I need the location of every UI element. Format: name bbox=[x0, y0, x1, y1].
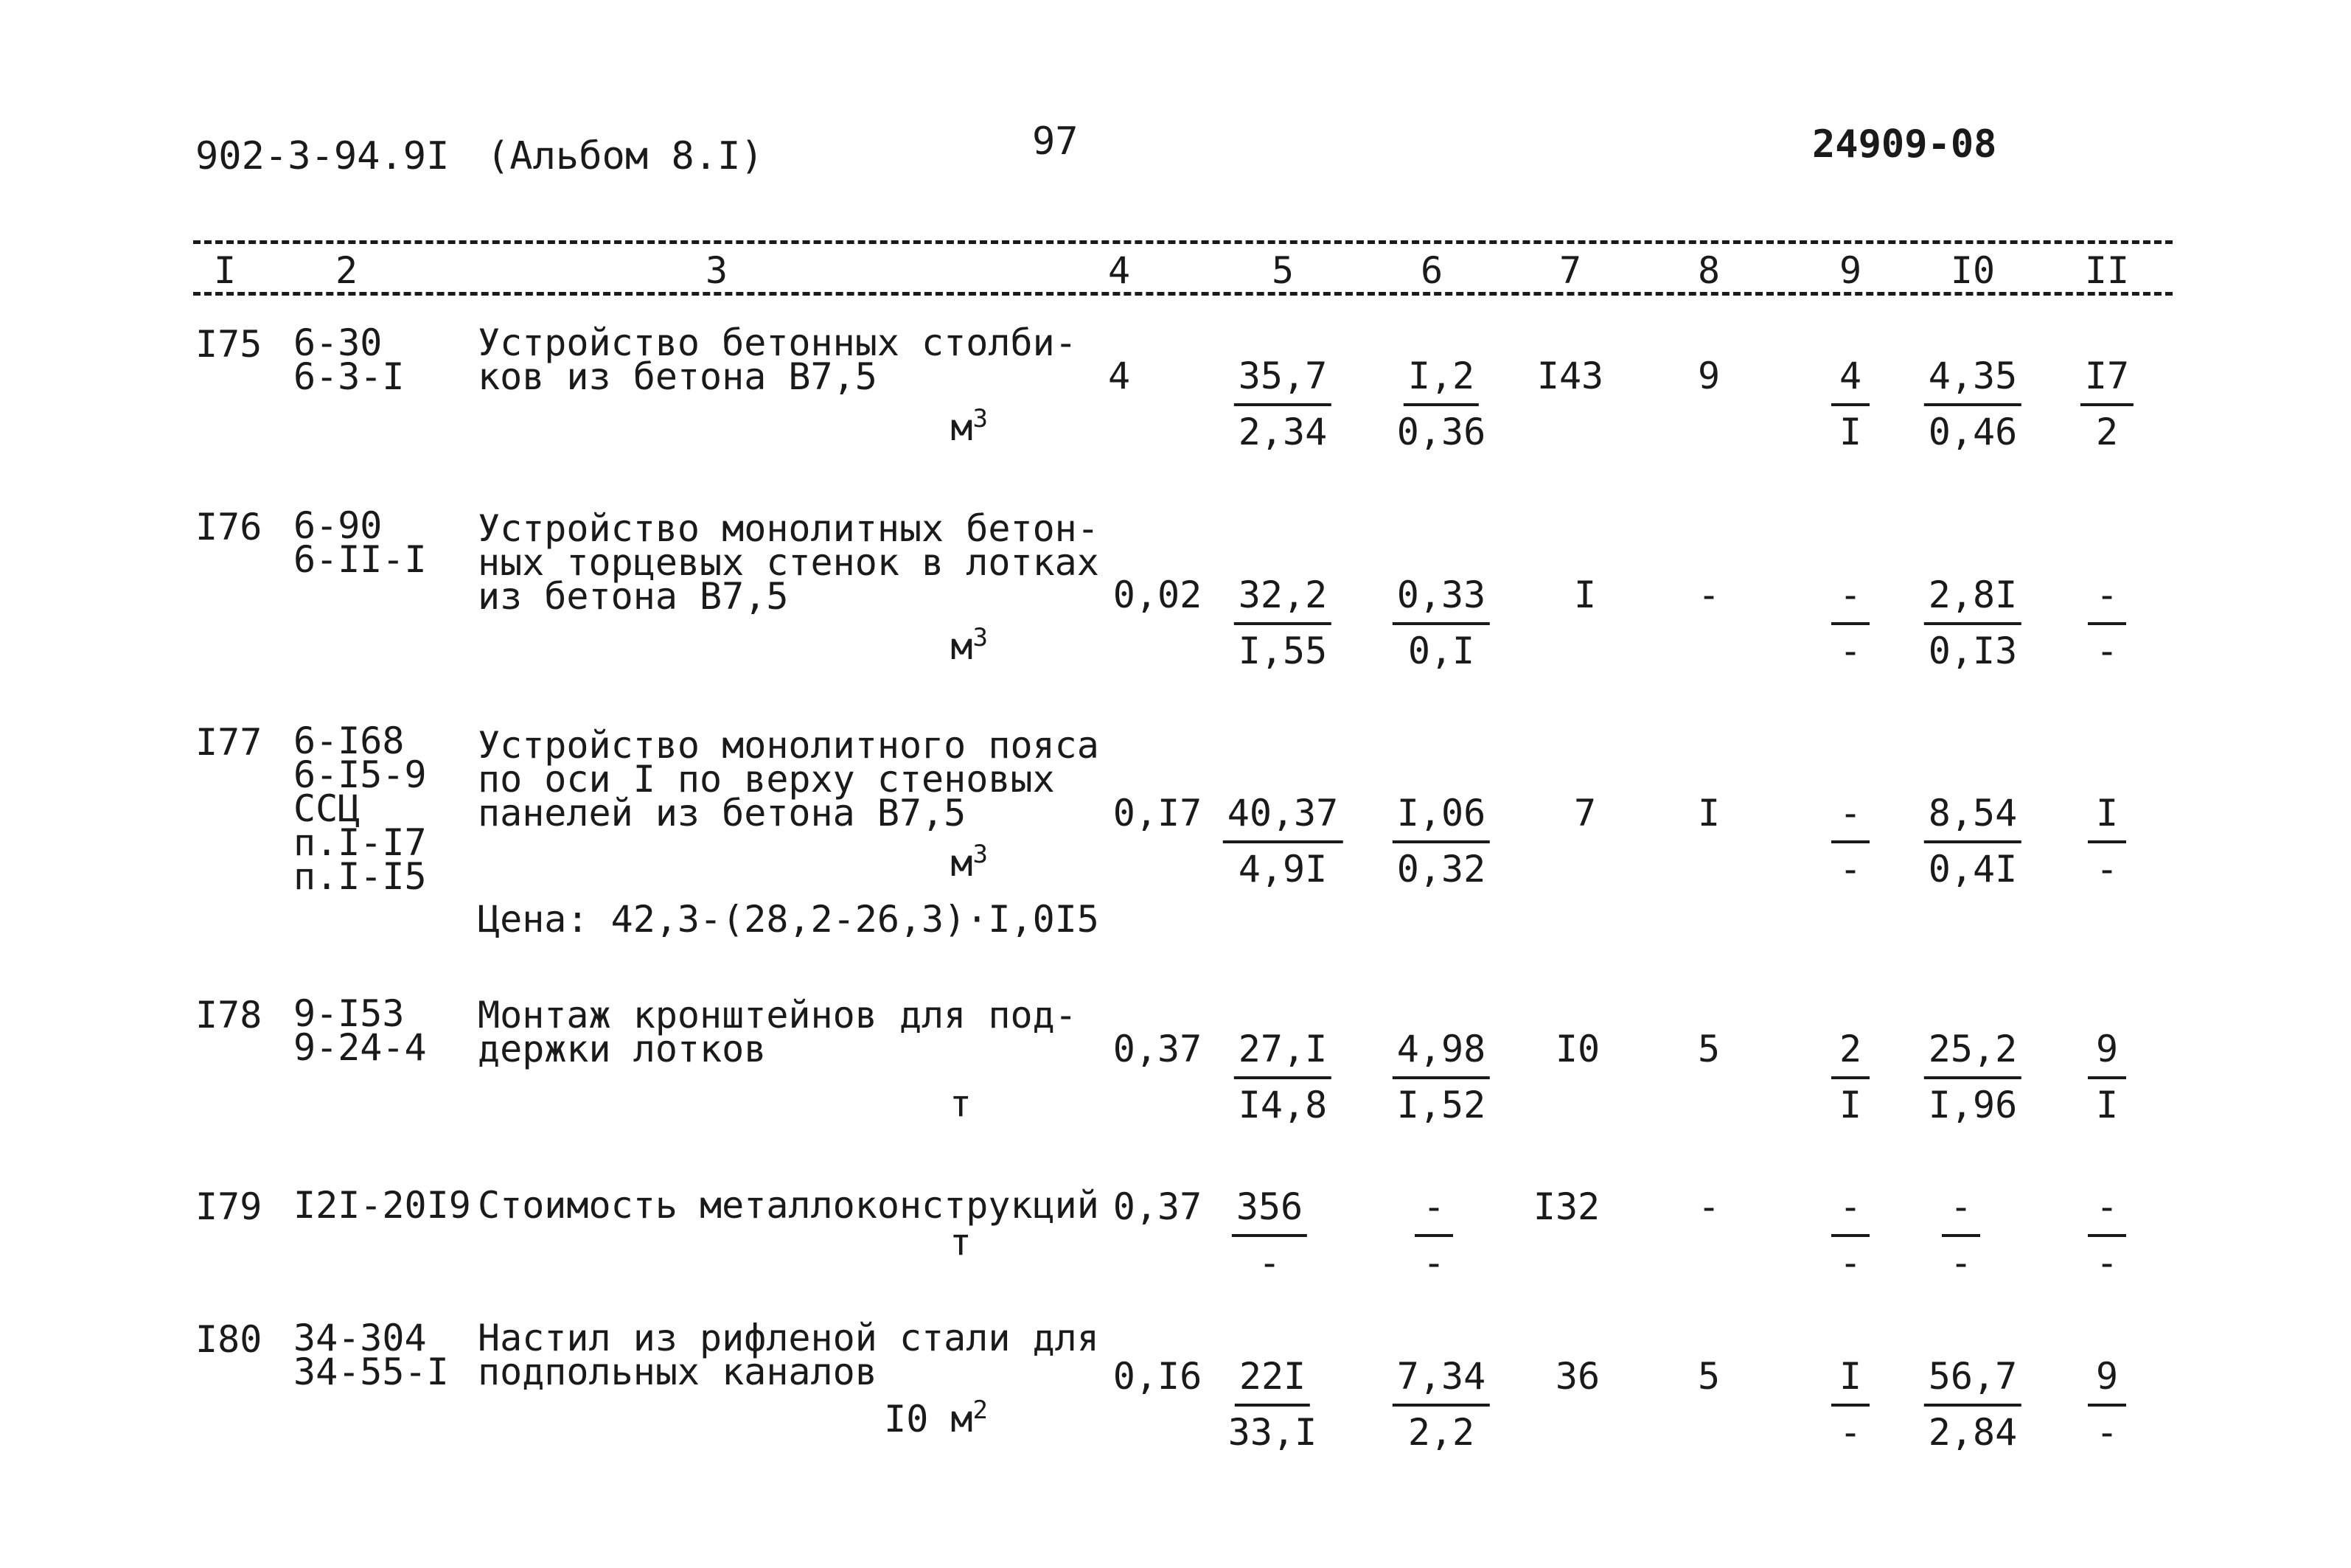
fraction-denominator: - bbox=[1258, 1241, 1281, 1284]
album-label: (Альбом 8.I) bbox=[487, 134, 764, 178]
fraction-numerator: 7,34 bbox=[1393, 1358, 1490, 1407]
sheet-code: 24909-08 bbox=[1812, 122, 1997, 167]
col5-fraction bbox=[1232, 1185, 1307, 1284]
col7-value: 36 bbox=[1555, 1355, 1601, 1398]
fraction-denominator: 0,4I bbox=[1928, 848, 2018, 891]
col6-fraction bbox=[1396, 355, 1486, 453]
description-line: Монтаж кронштейнов для под- bbox=[478, 994, 1077, 1036]
column-header-7: 7 bbox=[1558, 249, 1582, 292]
col4-value: 0,37 bbox=[1112, 1185, 1202, 1228]
fraction-numerator: 4,35 bbox=[1924, 358, 2021, 406]
row-unit bbox=[950, 840, 988, 885]
fraction-numerator: 32,2 bbox=[1234, 576, 1331, 625]
fraction-numerator: 9 bbox=[2088, 1031, 2126, 1079]
description-line: из бетона В7,5 bbox=[478, 575, 789, 618]
row-codes bbox=[293, 992, 427, 1069]
description-line: по оси I по верху стеновых bbox=[478, 758, 1055, 801]
column-header-8: 8 bbox=[1697, 249, 1721, 292]
col9-fraction bbox=[1831, 1028, 1870, 1126]
code-line: п.I-I7 bbox=[293, 821, 427, 864]
col7-value: I32 bbox=[1533, 1185, 1601, 1228]
unit-exponent: 3 bbox=[972, 840, 988, 869]
fraction-denominator: I,55 bbox=[1238, 630, 1328, 672]
description-line: Стоимость металлоконструкций bbox=[478, 1184, 1099, 1227]
row-unit bbox=[949, 1221, 972, 1264]
column-header-6: 6 bbox=[1420, 249, 1443, 292]
code-line: 6-90 bbox=[293, 504, 383, 547]
fraction-denominator: I,96 bbox=[1928, 1084, 2018, 1126]
description-line: Устройство монолитного пояса bbox=[478, 724, 1099, 767]
fraction-denominator: - bbox=[1839, 848, 1862, 891]
fraction-numerator: I bbox=[1831, 1358, 1870, 1407]
header-dashed-line-top bbox=[193, 240, 2173, 244]
unit-text: т bbox=[949, 1082, 972, 1125]
fraction-denominator: I4,8 bbox=[1238, 1084, 1328, 1126]
row-number: I79 bbox=[195, 1185, 262, 1228]
col7-value: I bbox=[1573, 574, 1597, 616]
row-description bbox=[478, 1184, 1099, 1227]
row-description bbox=[478, 724, 1099, 834]
document-code: 902-3-94.9I bbox=[195, 134, 450, 178]
fraction-numerator: 8,54 bbox=[1924, 795, 2021, 843]
page-number: 97 bbox=[1032, 119, 1079, 164]
fraction-denominator: 2,2 bbox=[1407, 1411, 1475, 1454]
fraction-numerator: 0,33 bbox=[1393, 576, 1490, 625]
unit-text: м bbox=[950, 842, 973, 885]
col9-fraction bbox=[1831, 1185, 1870, 1284]
row-codes bbox=[293, 719, 427, 898]
col4-value: 0,02 bbox=[1112, 574, 1202, 616]
unit-text: м bbox=[950, 625, 973, 668]
col4-value: 0,37 bbox=[1112, 1028, 1202, 1070]
col11-fraction bbox=[2088, 792, 2126, 891]
fraction-numerator: - bbox=[2088, 1188, 2126, 1237]
fraction-denominator: - bbox=[2095, 1411, 2119, 1454]
fraction-denominator: 2 bbox=[2095, 411, 2119, 453]
row-codes bbox=[293, 1317, 449, 1393]
fraction-denominator: 2,34 bbox=[1238, 411, 1328, 453]
fraction-denominator: I bbox=[2095, 1084, 2119, 1126]
fraction-numerator: - bbox=[1831, 576, 1870, 625]
fraction-numerator: I,06 bbox=[1393, 795, 1490, 843]
code-line: 34-304 bbox=[293, 1317, 427, 1359]
fraction-numerator: - bbox=[2088, 576, 2126, 625]
col11-fraction bbox=[2088, 1185, 2126, 1284]
row-unit bbox=[950, 404, 988, 449]
fraction-denominator: - bbox=[1422, 1241, 1446, 1284]
col10-fraction bbox=[1924, 355, 2021, 453]
row-description bbox=[478, 1317, 1099, 1393]
fraction-numerator: 2,8I bbox=[1924, 576, 2021, 625]
fraction-numerator: - bbox=[1415, 1188, 1453, 1237]
col8-value: I bbox=[1697, 792, 1721, 834]
col4-value: 0,I7 bbox=[1112, 792, 1202, 834]
fraction-denominator: - bbox=[1839, 1411, 1862, 1454]
fraction-denominator: - bbox=[2095, 848, 2119, 891]
fraction-denominator: - bbox=[1949, 1241, 1973, 1284]
unit-exponent: 2 bbox=[972, 1395, 988, 1425]
col10-fraction bbox=[1942, 1185, 1980, 1284]
column-header-10: I0 bbox=[1950, 249, 1996, 292]
fraction-denominator: 0,32 bbox=[1396, 848, 1486, 891]
col9-fraction bbox=[1831, 574, 1870, 672]
col5-fraction bbox=[1227, 1355, 1317, 1454]
fraction-denominator: I,52 bbox=[1396, 1084, 1486, 1126]
col8-value: 5 bbox=[1697, 1028, 1721, 1070]
col11-fraction bbox=[2088, 1028, 2126, 1126]
column-header-5: 5 bbox=[1271, 249, 1295, 292]
code-line: 6-3-I bbox=[293, 355, 405, 398]
row-number: I76 bbox=[195, 506, 262, 548]
fraction-numerator: 35,7 bbox=[1234, 358, 1331, 406]
column-header-9: 9 bbox=[1839, 249, 1862, 292]
row-description bbox=[478, 507, 1099, 618]
fraction-numerator: - bbox=[1831, 795, 1870, 843]
fraction-numerator: 22I bbox=[1235, 1358, 1310, 1407]
header-dashed-line-bottom bbox=[193, 292, 2173, 296]
col10-fraction bbox=[1924, 1028, 2021, 1126]
fraction-denominator: - bbox=[1839, 630, 1862, 672]
code-line: п.I-I5 bbox=[293, 855, 427, 898]
code-line: 9-24-4 bbox=[293, 1026, 427, 1069]
row-description bbox=[478, 994, 1077, 1070]
code-line: 6-I68 bbox=[293, 719, 405, 762]
fraction-denominator: I bbox=[1839, 1084, 1862, 1126]
fraction-numerator: 4 bbox=[1831, 358, 1870, 406]
fraction-numerator: 40,37 bbox=[1223, 795, 1343, 843]
col6-fraction bbox=[1393, 574, 1490, 672]
column-header-2: 2 bbox=[335, 249, 358, 292]
row-unit bbox=[884, 1395, 988, 1440]
description-line: ных торцевых стенок в лотках bbox=[478, 541, 1099, 584]
col5-fraction bbox=[1234, 1028, 1331, 1126]
col10-fraction bbox=[1924, 1355, 2021, 1454]
col6-fraction bbox=[1393, 1355, 1490, 1454]
fraction-denominator: - bbox=[2095, 630, 2119, 672]
description-line: Устройство монолитных бетон- bbox=[478, 507, 1099, 550]
col8-value: - bbox=[1697, 574, 1721, 616]
fraction-denominator: 0,46 bbox=[1928, 411, 2018, 453]
col8-value: 9 bbox=[1697, 355, 1721, 397]
row-number: I80 bbox=[195, 1318, 262, 1361]
col9-fraction bbox=[1831, 1355, 1870, 1454]
row-unit bbox=[949, 1082, 972, 1125]
description-line: панелей из бетона В7,5 bbox=[478, 792, 966, 834]
row-number: I78 bbox=[195, 994, 262, 1036]
col5-fraction bbox=[1234, 574, 1331, 672]
code-line: ССЦ bbox=[293, 787, 361, 830]
col4-value: 4 bbox=[1107, 355, 1131, 397]
row-codes bbox=[293, 321, 405, 398]
col11-fraction bbox=[2088, 1355, 2126, 1454]
col10-fraction bbox=[1924, 574, 2021, 672]
col9-fraction bbox=[1831, 355, 1870, 453]
col9-fraction bbox=[1831, 792, 1870, 891]
code-line: 6-30 bbox=[293, 321, 383, 364]
column-header-1: I bbox=[213, 249, 237, 292]
unit-text: т bbox=[949, 1221, 972, 1264]
description-line: Настил из рифленой стали для bbox=[478, 1317, 1099, 1359]
unit-text: м bbox=[950, 406, 973, 449]
fraction-denominator: 2,84 bbox=[1928, 1411, 2018, 1454]
fraction-denominator: 0,36 bbox=[1396, 411, 1486, 453]
description-line: держки лотков bbox=[478, 1028, 767, 1070]
row-unit bbox=[950, 623, 988, 668]
fraction-numerator: - bbox=[1942, 1188, 1980, 1237]
unit-exponent: 3 bbox=[972, 404, 988, 433]
col10-fraction bbox=[1924, 792, 2021, 891]
description-line: ков из бетона В7,5 bbox=[478, 355, 877, 398]
col5-fraction bbox=[1234, 355, 1331, 453]
fraction-numerator: 9 bbox=[2088, 1358, 2126, 1407]
col8-value: 5 bbox=[1697, 1355, 1721, 1398]
fraction-denominator: 0,I bbox=[1407, 630, 1475, 672]
col7-value: I0 bbox=[1555, 1028, 1601, 1070]
description-line: Устройство бетонных столби- bbox=[478, 321, 1077, 364]
code-line: 34-55-I bbox=[293, 1351, 449, 1393]
col5-fraction bbox=[1223, 792, 1343, 891]
fraction-numerator: I7 bbox=[2080, 358, 2134, 406]
fraction-numerator: I bbox=[2088, 795, 2126, 843]
col4-value: 0,I6 bbox=[1112, 1355, 1202, 1398]
row-number: I75 bbox=[195, 323, 262, 366]
column-header-4: 4 bbox=[1107, 249, 1131, 292]
fraction-numerator: 25,2 bbox=[1924, 1031, 2021, 1079]
fraction-denominator: I bbox=[1839, 411, 1862, 453]
code-line: 9-I53 bbox=[293, 992, 405, 1035]
col8-value: - bbox=[1697, 1185, 1721, 1228]
code-line: 6-II-I bbox=[293, 538, 427, 581]
fraction-denominator: - bbox=[2095, 1241, 2119, 1284]
code-line: I2I-20I9 bbox=[293, 1184, 471, 1227]
fraction-numerator: 2 bbox=[1831, 1031, 1870, 1079]
column-header-3: 3 bbox=[705, 249, 728, 292]
unit-exponent: 3 bbox=[972, 623, 988, 652]
price-note: Цена: 42,3-(28,2-26,3)·I,0I5 bbox=[478, 898, 1099, 941]
column-header-11: II bbox=[2084, 249, 2130, 292]
row-codes bbox=[293, 1184, 471, 1227]
fraction-denominator: 33,I bbox=[1227, 1411, 1317, 1454]
fraction-numerator: - bbox=[1831, 1188, 1870, 1237]
fraction-denominator: - bbox=[1839, 1241, 1862, 1284]
fraction-numerator: 356 bbox=[1232, 1188, 1307, 1237]
unit-text: I0 м bbox=[884, 1398, 973, 1440]
col11-fraction bbox=[2080, 355, 2134, 453]
row-codes bbox=[293, 504, 427, 581]
fraction-numerator: 4,98 bbox=[1393, 1031, 1490, 1079]
col7-value: 7 bbox=[1573, 792, 1597, 834]
col6-fraction bbox=[1393, 1028, 1490, 1126]
fraction-numerator: I,2 bbox=[1404, 358, 1479, 406]
code-line: 6-I5-9 bbox=[293, 753, 427, 796]
description-line: подпольных каналов bbox=[478, 1351, 877, 1393]
row-number: I77 bbox=[195, 721, 262, 764]
col7-value: I43 bbox=[1536, 355, 1604, 397]
col6-fraction bbox=[1393, 792, 1490, 891]
fraction-numerator: 56,7 bbox=[1924, 1358, 2021, 1407]
fraction-numerator: 27,I bbox=[1234, 1031, 1331, 1079]
col6-fraction bbox=[1415, 1185, 1453, 1284]
row-description bbox=[478, 321, 1077, 398]
col11-fraction bbox=[2088, 574, 2126, 672]
fraction-denominator: 4,9I bbox=[1238, 848, 1328, 891]
fraction-denominator: 0,I3 bbox=[1928, 630, 2018, 672]
